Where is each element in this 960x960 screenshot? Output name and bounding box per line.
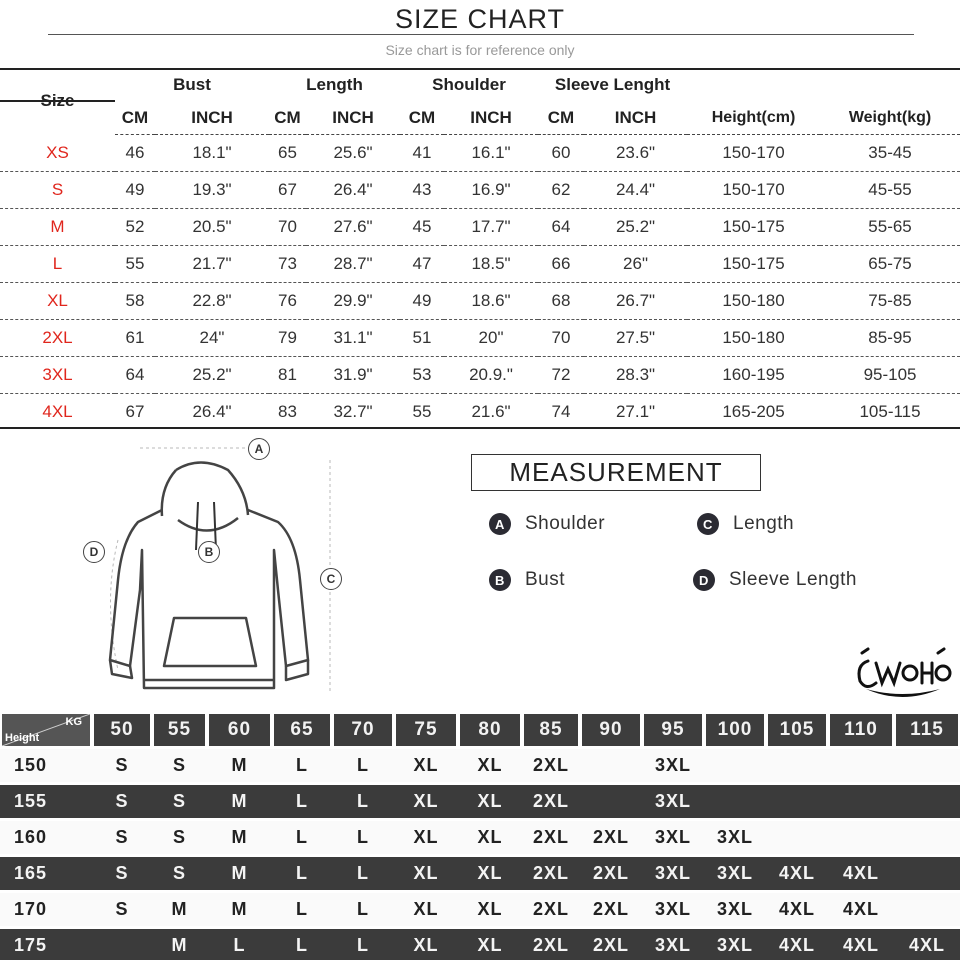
grid-cell: L — [332, 926, 394, 960]
table-cell: 17.7" — [444, 209, 538, 246]
table-cell: 66 — [538, 246, 584, 283]
grid-cell: S — [92, 818, 152, 854]
table-cell: 79 — [269, 320, 306, 357]
weight-value: 70 — [334, 714, 392, 746]
grid-cell: M — [152, 890, 207, 926]
weight-value: 100 — [706, 714, 764, 746]
weight-header — [394, 710, 458, 746]
table-cell: 65 — [269, 135, 306, 172]
table-cell: 150-180 — [687, 320, 820, 357]
weight-header — [92, 710, 152, 746]
bust-header: Bust — [173, 75, 211, 94]
table-cell: 18.1" — [155, 135, 269, 172]
table-cell: 45-55 — [820, 172, 960, 209]
table-cell: 29.9" — [306, 283, 400, 320]
table-cell: 27.6" — [306, 209, 400, 246]
grid-cell: 3XL — [642, 818, 704, 854]
grid-cell: M — [207, 818, 272, 854]
grid-corner-cell — [0, 710, 92, 746]
weight-value: 110 — [830, 714, 892, 746]
grid-cell: 4XL — [766, 854, 828, 890]
grid-cell: S — [152, 746, 207, 782]
table-cell: 68 — [538, 283, 584, 320]
kg-label: KG — [65, 716, 82, 728]
grid-cell: L — [332, 818, 394, 854]
table-cell: 35-45 — [820, 135, 960, 172]
table-cell: 45 — [400, 209, 444, 246]
table-cell: 55-65 — [820, 209, 960, 246]
grid-cell: L — [332, 782, 394, 818]
weight-header — [704, 710, 766, 746]
page-subtitle: Size chart is for reference only — [385, 42, 575, 58]
table-cell: 64 — [115, 357, 155, 394]
size-column-header: Size — [40, 91, 75, 111]
height-value: 165 — [0, 854, 92, 890]
letter-c-icon: C — [697, 513, 719, 535]
table-row — [0, 135, 960, 172]
grid-row — [0, 926, 960, 960]
unit-header: CM — [400, 102, 444, 135]
table-cell: 58 — [115, 283, 155, 320]
grid-cell: L — [272, 746, 332, 782]
size-name: 3XL — [0, 357, 115, 394]
table-cell: 49 — [115, 172, 155, 209]
grid-row — [0, 854, 960, 890]
table-cell: 150-175 — [687, 246, 820, 283]
legend-length — [697, 513, 794, 535]
letter-a-icon: A — [489, 513, 511, 535]
table-cell: 26.7" — [584, 283, 687, 320]
grid-row — [0, 782, 960, 818]
weight-value: 60 — [209, 714, 270, 746]
height-header: Height(cm) — [687, 102, 820, 135]
table-cell: 73 — [269, 246, 306, 283]
grid-cell: 4XL — [766, 926, 828, 960]
weight-header — [332, 710, 394, 746]
grid-cell — [828, 782, 894, 818]
grid-cell — [894, 854, 960, 890]
legend-sleeve-length — [693, 569, 857, 591]
table-cell: 26.4" — [192, 402, 232, 421]
table-cell: 26.4" — [306, 172, 400, 209]
grid-cell: S — [92, 890, 152, 926]
table-cell: 150-170 — [687, 172, 820, 209]
table-cell: 81 — [269, 357, 306, 394]
grid-cell: XL — [458, 890, 522, 926]
table-row — [0, 320, 960, 357]
weight-header — [207, 710, 272, 746]
grid-cell: M — [152, 926, 207, 960]
table-cell: 95-105 — [820, 357, 960, 394]
grid-cell: XL — [458, 818, 522, 854]
size-name: 4XL — [42, 402, 73, 421]
table-cell: 150-180 — [687, 283, 820, 320]
weight-value: 85 — [524, 714, 578, 746]
table-cell: 21.7" — [155, 246, 269, 283]
legend-label: Bust — [525, 569, 566, 590]
title-divider — [48, 34, 914, 35]
weight-value: 50 — [94, 714, 150, 746]
weight-value: 75 — [396, 714, 456, 746]
grid-cell: XL — [458, 926, 522, 960]
legend-label: Length — [733, 513, 795, 534]
grid-cell: XL — [394, 782, 458, 818]
table-cell: 165-205 — [722, 402, 785, 421]
table-cell: 31.9" — [306, 357, 400, 394]
grid-cell: 4XL — [828, 926, 894, 960]
table-cell: 52 — [115, 209, 155, 246]
size-name: M — [0, 209, 115, 246]
grid-cell: 4XL — [894, 926, 960, 960]
weight-header — [766, 710, 828, 746]
unit-header: INCH — [444, 102, 538, 135]
grid-cell — [580, 746, 642, 782]
grid-cell: 2XL — [580, 890, 642, 926]
table-bottom-rule — [0, 427, 960, 429]
sleeve-length-header: Sleeve Lenght — [554, 75, 671, 94]
weight-value: 90 — [582, 714, 640, 746]
grid-cell: M — [207, 854, 272, 890]
height-value: 170 — [0, 890, 92, 926]
grid-cell: L — [332, 854, 394, 890]
grid-cell: L — [272, 890, 332, 926]
unit-header: CM — [538, 102, 584, 135]
table-cell: 83 — [278, 402, 297, 421]
grid-cell: 3XL — [704, 890, 766, 926]
weight-header — [828, 710, 894, 746]
table-cell: 18.6" — [444, 283, 538, 320]
size-name: S — [0, 172, 115, 209]
letter-d-icon: D — [693, 569, 715, 591]
grid-cell: XL — [458, 854, 522, 890]
grid-cell — [766, 818, 828, 854]
grid-cell: 3XL — [704, 926, 766, 960]
grid-cell: XL — [394, 854, 458, 890]
weight-value: 65 — [274, 714, 330, 746]
size-table — [0, 68, 960, 430]
grid-cell: L — [272, 854, 332, 890]
weight-header — [894, 710, 960, 746]
table-cell: 150-175 — [687, 209, 820, 246]
grid-cell: 3XL — [704, 854, 766, 890]
size-name: 2XL — [0, 320, 115, 357]
height-value: 155 — [0, 782, 92, 818]
weight-header: Weight(kg) — [820, 102, 960, 135]
weight-value: 95 — [644, 714, 702, 746]
table-cell: 18.5" — [444, 246, 538, 283]
marker-c-badge: C — [320, 568, 342, 590]
table-cell: 60 — [538, 135, 584, 172]
size-name: XS — [0, 135, 115, 172]
table-cell: 55 — [115, 246, 155, 283]
grid-cell — [766, 746, 828, 782]
table-cell: 22.8" — [155, 283, 269, 320]
grid-cell: L — [272, 818, 332, 854]
weight-header — [522, 710, 580, 746]
grid-cell: 2XL — [522, 890, 580, 926]
table-cell: 67 — [125, 402, 145, 421]
table-cell: 31.1" — [306, 320, 400, 357]
grid-cell: 4XL — [766, 890, 828, 926]
table-cell: 72 — [538, 357, 584, 394]
table-cell: 85-95 — [820, 320, 960, 357]
grid-cell: 2XL — [522, 746, 580, 782]
letter-b-icon: B — [489, 569, 511, 591]
table-cell: 20" — [444, 320, 538, 357]
measurement-title: MEASUREMENT — [471, 454, 761, 491]
grid-cell: XL — [394, 890, 458, 926]
table-cell: 16.9" — [444, 172, 538, 209]
grid-cell — [704, 746, 766, 782]
grid-cell: L — [272, 926, 332, 960]
grid-row — [0, 890, 960, 926]
height-label: Height — [5, 732, 40, 744]
grid-cell: S — [92, 782, 152, 818]
length-header: Length — [306, 75, 363, 94]
marker-d-badge: D — [83, 541, 105, 563]
page-title: SIZE CHART — [394, 4, 566, 34]
weight-header — [580, 710, 642, 746]
table-cell: 64 — [538, 209, 584, 246]
weight-value: 115 — [896, 714, 958, 746]
height-value: 175 — [0, 926, 92, 960]
grid-cell: 3XL — [642, 746, 704, 782]
grid-cell: S — [92, 746, 152, 782]
table-cell: 160-195 — [687, 357, 820, 394]
table-cell: 49 — [400, 283, 444, 320]
legend-label: Sleeve Length — [729, 569, 857, 590]
grid-cell: L — [332, 890, 394, 926]
grid-cell: S — [152, 782, 207, 818]
grid-row — [0, 818, 960, 854]
grid-cell: 2XL — [580, 854, 642, 890]
grid-cell: 2XL — [580, 818, 642, 854]
weight-header — [272, 710, 332, 746]
table-cell: 20.9." — [444, 357, 538, 394]
table-cell: 61 — [115, 320, 155, 357]
table-cell: 19.3" — [155, 172, 269, 209]
weight-header — [152, 710, 207, 746]
hoodie-diagram — [78, 430, 368, 700]
table-row — [0, 209, 960, 246]
table-cell: 76 — [269, 283, 306, 320]
grid-cell — [828, 746, 894, 782]
grid-cell: 3XL — [642, 926, 704, 960]
table-cell: 43 — [400, 172, 444, 209]
table-cell: 27.5" — [584, 320, 687, 357]
legend-bust — [489, 569, 565, 591]
table-cell: 27.1" — [615, 402, 656, 421]
table-row — [0, 246, 960, 283]
grid-cell: S — [152, 818, 207, 854]
grid-cell: S — [152, 854, 207, 890]
shoulder-header: Shoulder — [432, 75, 506, 94]
grid-cell — [894, 746, 960, 782]
unit-header: INCH — [306, 102, 400, 135]
grid-cell: 4XL — [828, 854, 894, 890]
unit-header: INCH — [584, 102, 687, 135]
grid-cell: 2XL — [580, 926, 642, 960]
table-row — [0, 283, 960, 320]
unit-header: CM — [269, 102, 306, 135]
grid-cell — [894, 890, 960, 926]
table-cell: 24" — [155, 320, 269, 357]
table-cell: 24.4" — [584, 172, 687, 209]
table-cell: 25.2" — [155, 357, 269, 394]
legend-label: Shoulder — [525, 513, 606, 534]
legend-shoulder — [489, 513, 605, 535]
fit-grid — [0, 710, 960, 960]
height-value: 160 — [0, 818, 92, 854]
grid-cell: XL — [458, 746, 522, 782]
table-cell: 67 — [269, 172, 306, 209]
size-name: XL — [0, 283, 115, 320]
grid-cell: XL — [394, 746, 458, 782]
table-cell: 70 — [538, 320, 584, 357]
table-cell: 20.5" — [155, 209, 269, 246]
table-cell: 150-170 — [687, 135, 820, 172]
marker-b-badge: B — [198, 541, 220, 563]
grid-cell: 3XL — [704, 818, 766, 854]
grid-cell — [766, 782, 828, 818]
grid-cell: 3XL — [642, 890, 704, 926]
table-row — [0, 394, 960, 431]
grid-cell: 2XL — [522, 782, 580, 818]
grid-cell — [580, 782, 642, 818]
weight-header — [642, 710, 704, 746]
grid-cell — [704, 782, 766, 818]
table-cell: 28.7" — [306, 246, 400, 283]
weight-value: 55 — [154, 714, 205, 746]
grid-cell: XL — [394, 926, 458, 960]
table-cell: 16.1" — [444, 135, 538, 172]
table-cell: 23.6" — [584, 135, 687, 172]
table-cell: 21.6" — [471, 402, 511, 421]
table-cell: 32.7" — [333, 402, 373, 421]
grid-cell: 3XL — [642, 854, 704, 890]
table-cell: 46 — [115, 135, 155, 172]
grid-cell: 2XL — [522, 818, 580, 854]
table-row — [0, 172, 960, 209]
grid-cell — [894, 782, 960, 818]
table-cell: 25.6" — [306, 135, 400, 172]
table-cell: 62 — [538, 172, 584, 209]
grid-cell: L — [272, 782, 332, 818]
size-name: L — [0, 246, 115, 283]
unit-header: INCH — [155, 102, 269, 135]
table-cell: 41 — [400, 135, 444, 172]
table-cell: 55 — [412, 402, 432, 421]
table-cell: 75-85 — [820, 283, 960, 320]
table-cell: 25.2" — [584, 209, 687, 246]
table-cell: 70 — [269, 209, 306, 246]
brand-logo — [852, 647, 952, 705]
grid-cell: XL — [394, 818, 458, 854]
grid-cell: L — [332, 746, 394, 782]
grid-cell: 2XL — [522, 926, 580, 960]
grid-cell: 4XL — [828, 890, 894, 926]
grid-row — [0, 746, 960, 782]
table-cell: 74 — [551, 402, 571, 421]
grid-cell: S — [92, 854, 152, 890]
table-cell: 65-75 — [820, 246, 960, 283]
grid-cell: L — [207, 926, 272, 960]
table-cell: 53 — [400, 357, 444, 394]
table-cell: 26" — [584, 246, 687, 283]
grid-cell — [828, 818, 894, 854]
table-cell: 51 — [400, 320, 444, 357]
weight-header — [458, 710, 522, 746]
marker-a-badge: A — [248, 438, 270, 460]
grid-cell — [894, 818, 960, 854]
grid-cell — [92, 926, 152, 960]
table-row — [0, 357, 960, 394]
grid-cell: 3XL — [642, 782, 704, 818]
height-value: 150 — [0, 746, 92, 782]
grid-cell: M — [207, 782, 272, 818]
grid-cell: M — [207, 890, 272, 926]
table-cell: 28.3" — [584, 357, 687, 394]
grid-cell: M — [207, 746, 272, 782]
table-cell: 47 — [400, 246, 444, 283]
grid-cell: 2XL — [522, 854, 580, 890]
grid-cell: XL — [458, 782, 522, 818]
weight-value: 80 — [460, 714, 520, 746]
weight-value: 105 — [768, 714, 826, 746]
table-cell: 105-115 — [859, 402, 921, 421]
unit-header: CM — [115, 102, 155, 135]
